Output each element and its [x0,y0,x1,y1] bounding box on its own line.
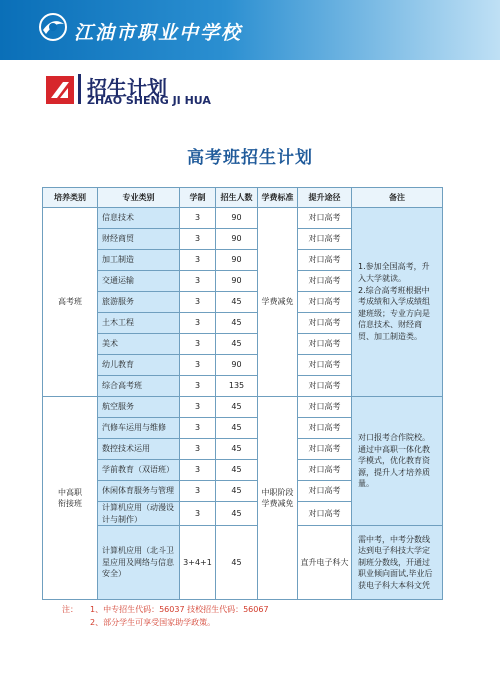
cell-count: 45 [216,526,258,600]
footer-note-line2: 2、部分学生可享受国家助学政策。 [90,618,216,627]
cell-count: 45 [216,481,258,502]
cell-count: 45 [216,334,258,355]
table-row [43,526,443,600]
cell-path: 对口高考 [298,292,352,313]
cell-fee: 学费减免 [258,208,298,397]
cell-category: 高考班 [43,208,98,397]
enrollment-table [42,187,443,600]
header-category: 培养类别 [43,188,98,208]
cell-path: 对口高考 [298,502,352,526]
school-logo-icon [38,12,68,42]
cell-years: 3 [180,418,216,439]
cell-count: 45 [216,502,258,526]
cell-count: 45 [216,313,258,334]
cell-count: 45 [216,397,258,418]
section-divider [78,74,81,104]
cell-path: 对口高考 [298,229,352,250]
cell-years: 3+4+1 [180,526,216,600]
cell-years: 3 [180,313,216,334]
cell-years: 3 [180,208,216,229]
cell-path: 直升电子科大 [298,526,352,600]
cell-path: 对口高考 [298,418,352,439]
cell-major: 计算机应用（北斗卫星应用及网络与信息安全） [98,526,180,600]
cell-years: 3 [180,355,216,376]
header-banner [0,0,500,60]
cell-major: 土木工程 [98,313,180,334]
cell-path: 对口高考 [298,208,352,229]
cell-path: 对口高考 [298,250,352,271]
cell-years: 3 [180,292,216,313]
cell-major: 航空服务 [98,397,180,418]
page-title: 高考班招生计划 [187,148,313,168]
cell-years: 3 [180,376,216,397]
cell-major: 交通运输 [98,271,180,292]
header-fee: 学费标准 [258,188,298,208]
cell-note: 对口报考合作院校。通过中高职一体化教学模式，优化教育资源，提升人才培养质量。 [352,397,443,526]
cell-major: 汽修车运用与维修 [98,418,180,439]
cell-years: 3 [180,334,216,355]
cell-path: 对口高考 [298,439,352,460]
cell-count: 90 [216,229,258,250]
section-subtitle: ZHAO SHENG JI HUA [87,94,211,107]
cell-fee: 中职阶段 学费减免 [258,397,298,600]
cell-path: 对口高考 [298,460,352,481]
section-title: 招生计划 [87,76,167,100]
cell-years: 3 [180,229,216,250]
cell-count: 90 [216,355,258,376]
cell-major: 加工制造 [98,250,180,271]
cell-years: 3 [180,460,216,481]
cell-major: 旅游服务 [98,292,180,313]
cell-years: 3 [180,502,216,526]
cell-count: 45 [216,418,258,439]
cell-count: 90 [216,250,258,271]
section-logo-icon [46,76,74,104]
cell-major: 信息技术 [98,208,180,229]
cell-major: 美术 [98,334,180,355]
cell-major: 数控技术运用 [98,439,180,460]
cell-count: 45 [216,460,258,481]
header-path: 提升途径 [298,188,352,208]
header-count: 招生人数 [216,188,258,208]
cell-years: 3 [180,397,216,418]
cell-path: 对口高考 [298,376,352,397]
cell-path: 对口高考 [298,481,352,502]
footer-note-line1: 1、中专招生代码：56037 技校招生代码：56067 [90,605,269,614]
cell-major: 计算机应用（动漫设计与制作） [98,502,180,526]
table-row [43,397,443,418]
cell-major: 休闲体育服务与管理 [98,481,180,502]
cell-count: 90 [216,208,258,229]
header-major: 专业类别 [98,188,180,208]
header-note: 备注 [352,188,443,208]
table-row [43,208,443,229]
table-header-row [43,188,443,208]
cell-years: 3 [180,250,216,271]
cell-category: 中高职 衔接班 [43,397,98,600]
cell-major: 学前教育（双语班） [98,460,180,481]
cell-major: 幼儿教育 [98,355,180,376]
cell-years: 3 [180,481,216,502]
cell-count: 45 [216,292,258,313]
cell-years: 3 [180,439,216,460]
cell-path: 对口高考 [298,334,352,355]
footer-note-label: 注： [62,605,78,614]
cell-path: 对口高考 [298,397,352,418]
cell-note: 1.参加全国高考，升入大学就读。 2.综合高考班根据中考成绩和入学成绩组建班级；专业方向是信息技术、财经商贸、加工制造类。 [352,208,443,397]
cell-count: 135 [216,376,258,397]
header-years: 学制 [180,188,216,208]
cell-major: 综合高考班 [98,376,180,397]
cell-major: 财经商贸 [98,229,180,250]
cell-path: 对口高考 [298,313,352,334]
school-name: 江油市职业中学校 [74,22,243,44]
cell-path: 对口高考 [298,355,352,376]
cell-note: 需中考，中考分数线达到电子科技大学定制班分数线，开通过职业倾向面试,毕业后获电子科大本科文凭 [352,526,443,600]
cell-years: 3 [180,271,216,292]
cell-count: 90 [216,271,258,292]
cell-path: 对口高考 [298,271,352,292]
cell-count: 45 [216,439,258,460]
